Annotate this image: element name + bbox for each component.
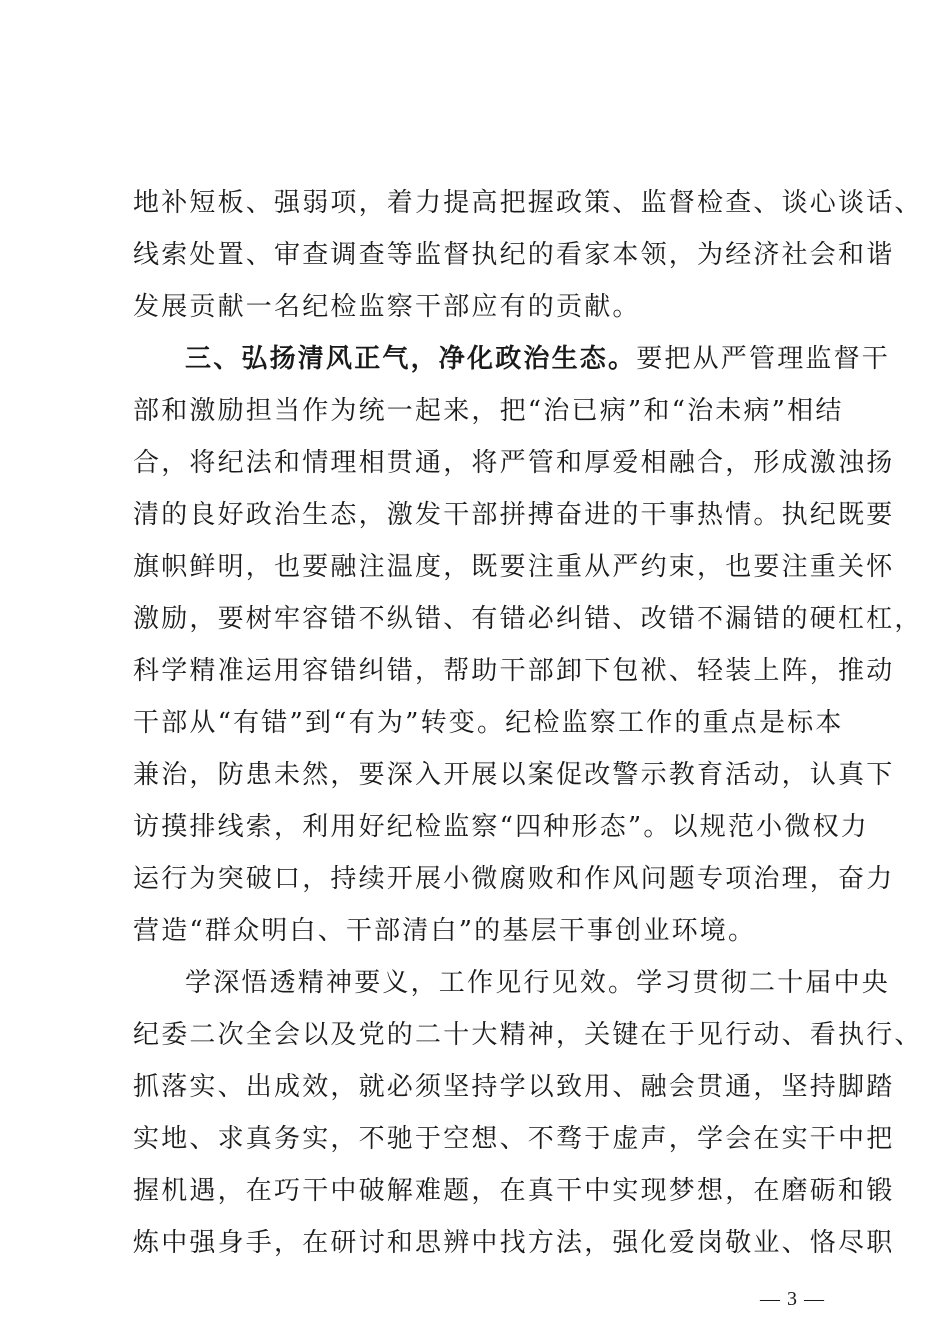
paragraph-line: 地补短板、强弱项，着力提高把握政策、监督检查、谈心谈话、 — [133, 188, 923, 218]
paragraph-line: 合，将纪法和情理相贯通，将严管和厚爱相融合，形成激浊扬 — [133, 448, 895, 478]
paragraph-line: 运行为突破口，持续开展小微腐败和作风问题专项治理，奋力 — [133, 864, 895, 894]
paragraph-line: 抓落实、出成效，就必须坚持学以致用、融会贯通，坚持脚踏 — [133, 1072, 895, 1102]
paragraph-line: 干部从“有错”到“有为”转变。纪检监察工作的重点是标本 — [133, 708, 844, 738]
paragraph-text: 要把从严管理监督干 — [636, 344, 891, 374]
paragraph-line: 纪委二次全会以及党的二十大精神，关键在于见行动、看执行、 — [133, 1020, 923, 1050]
section-heading: 三、弘扬清风正气，净化政治生态。 — [185, 344, 637, 374]
paragraph-line: 兼治，防患未然，要深入开展以案促改警示教育活动，认真下 — [133, 760, 895, 790]
paragraph-line: 炼中强身手，在研讨和思辨中找方法，强化爱岗敬业、恪尽职 — [133, 1228, 895, 1258]
paragraph-line: 营造“群众明白、干部清白”的基层干事创业环境。 — [133, 916, 757, 946]
paragraph-line: 发展贡献一名纪检监察干部应有的贡献。 — [133, 292, 641, 322]
section-heading-line — [185, 342, 891, 376]
paragraph-line: 学深悟透精神要义，工作见行见效。学习贯彻二十届中央 — [185, 968, 891, 998]
paragraph-line: 旗帜鲜明，也要融注温度，既要注重从严约束，也要注重关怀 — [133, 552, 895, 582]
paragraph-line: 握机遇，在巧干中破解难题，在真干中实现梦想，在磨砺和锻 — [133, 1176, 895, 1206]
paragraph-line: 清的良好政治生态，激发干部拼搏奋进的干事热情。执纪既要 — [133, 500, 895, 530]
paragraph-line: 激励，要树牢容错不纵错、有错必纠错、改错不漏错的硬杠杠， — [133, 604, 923, 634]
paragraph-line: 实地、求真务实，不驰于空想、不骛于虚声，学会在实干中把 — [133, 1124, 895, 1154]
paragraph-line: 线索处置、审查调查等监督执纪的看家本领，为经济社会和谐 — [133, 240, 895, 270]
page-number: — 3 — — [760, 1288, 825, 1310]
paragraph-line: 科学精准运用容错纠错，帮助干部卸下包袱、轻装上阵，推动 — [133, 656, 895, 686]
paragraph-line: 部和激励担当作为统一起来，把“治已病”和“治未病”相结 — [133, 396, 844, 426]
paragraph-line: 访摸排线索，利用好纪检监察“四种形态”。以规范小微权力 — [133, 812, 869, 842]
